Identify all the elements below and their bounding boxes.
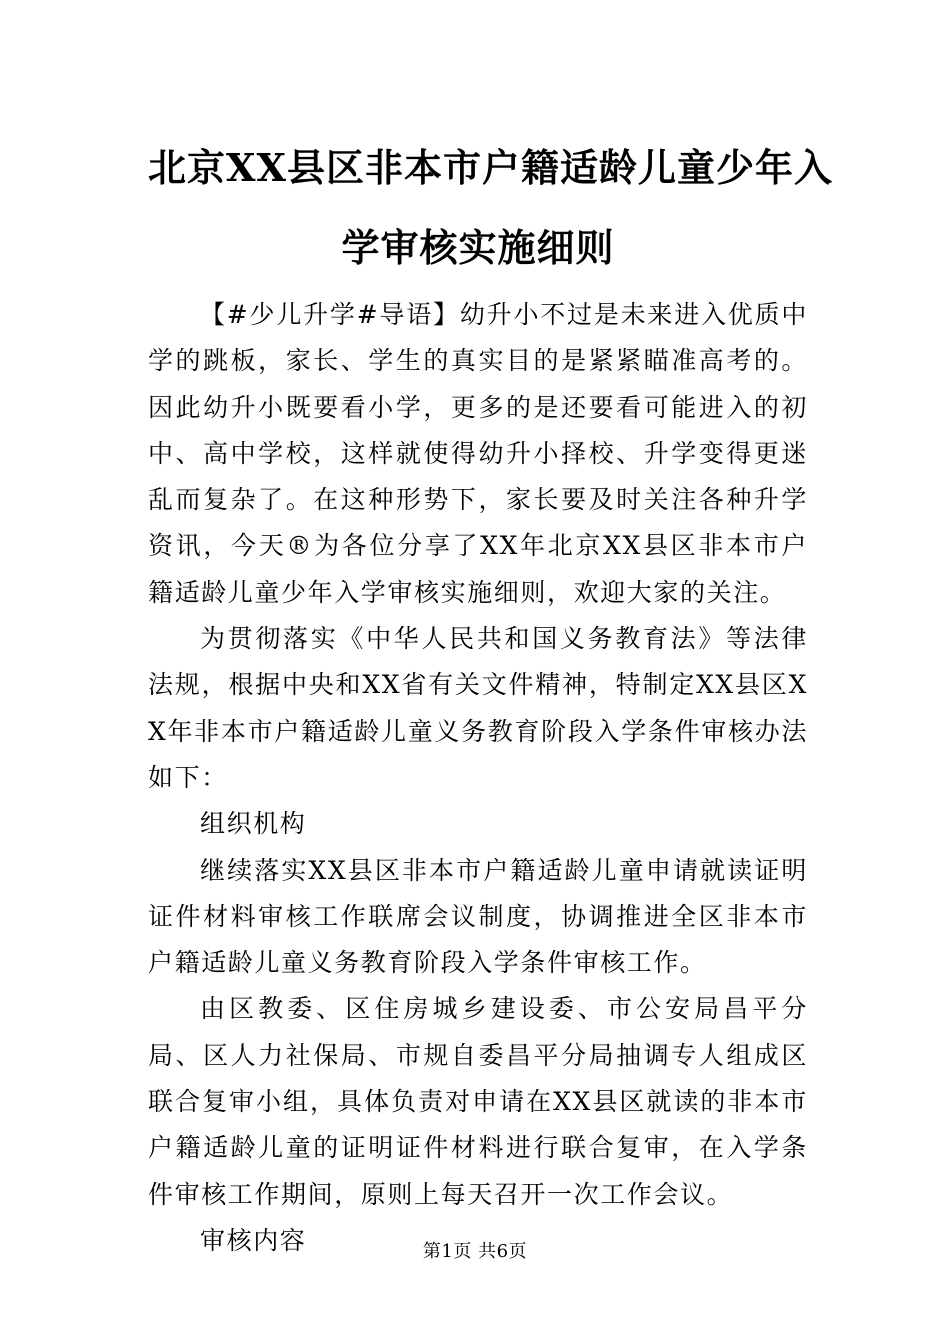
title-line-2: 学审核实施细则: [341, 225, 615, 270]
document-body: [148, 292, 808, 1264]
intro-paragraph: 【#少儿升学#导语】幼升小不过是未来进入优质中学的跳板，家长、学生的真实目的是紧紧瞄准高考的。因此幼升小既要看小学，更多的是还要看可能进入的初中、高中学校，这样就使得幼升小择校、升学变得更迷乱而复杂了。在这种形势下，家长要及时关注各种升学资讯，今天®为各位分享了XX年北京XX县区非本市户籍适龄儿童少年入学审核实施细则，欢迎大家的关注。: [148, 300, 808, 607]
document-title: [148, 128, 833, 288]
organization-paragraph-2: 由区教委、区住房城乡建设委、市公安局昌平分局、区人力社保局、市规自委昌平分局抽调专人组成区联合复审小组，具体负责对申请在XX县区就读的非本市户籍适龄儿童的证明证件材料进行联合复审，在入学条件审核工作期间，原则上每天召开一次工作会议。: [148, 994, 808, 1209]
page-footer: 第1页 共6页: [422, 1241, 528, 1262]
organization-paragraph-1: 继续落实XX县区非本市户籍适龄儿童申请就读证明证件材料审核工作联席会议制度，协调推进全区非本市户籍适龄儿童义务教育阶段入学条件审核工作。: [148, 855, 808, 978]
title-line-1: 北京XX县区非本市户籍适龄儿童少年入: [148, 145, 833, 190]
purpose-paragraph: 为贯彻落实《中华人民共和国义务教育法》等法律法规，根据中央和XX省有关文件精神，特制定XX县区XX年非本市户籍适龄儿童义务教育阶段入学条件审核办法如下：: [148, 624, 808, 792]
section-heading-review-content: 审核内容: [200, 1225, 307, 1255]
section-heading-organization: 组织机构: [200, 809, 307, 839]
